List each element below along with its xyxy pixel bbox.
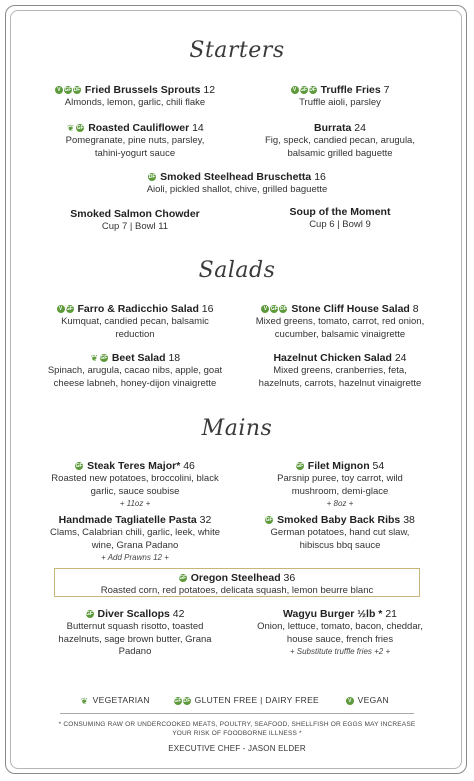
gluten-free-icon: GF: [179, 575, 187, 582]
item-note: + 11oz +: [119, 499, 151, 509]
menu-item-featured: [54, 571, 420, 598]
dairy-free-icon: DF: [280, 306, 287, 313]
item-price: 12: [203, 84, 216, 96]
legend-label: VEGETARIAN: [92, 695, 150, 705]
executive-chef: EXECUTIVE CHEF - JASON ELDER: [168, 744, 306, 753]
item-description: Roasted corn, red potatoes, delicata squash, lemon beurre blanc: [100, 585, 374, 597]
gluten-free-icon: GF: [86, 611, 93, 618]
item-description: house sauce, french fries: [286, 633, 394, 645]
diet-icons: [148, 170, 157, 184]
gluten-free-icon: GF: [100, 355, 108, 362]
item-name: Farro & Radicchio Salad: [77, 303, 199, 315]
menu-item: [245, 459, 435, 509]
item-name: Beet Salad: [111, 352, 166, 364]
menu-item: [40, 459, 230, 509]
item-description: Fig, speck, candied pecan, arugula,: [265, 135, 415, 146]
item-name: Stone Cliff House Salad: [291, 303, 410, 315]
item-description: Pomegranate, pine nuts, parsley,: [65, 135, 205, 147]
section-title-mains: Mains: [201, 416, 273, 441]
disclaimer: [40, 720, 434, 738]
item-description: cheese labneh, honey-dijon vinaigrette: [53, 377, 217, 389]
item-name: Steak Teres Major*: [87, 460, 181, 472]
item-price: 24: [394, 352, 407, 364]
item-name: Wagyu Burger ½lb *: [283, 608, 383, 620]
menu-item: [40, 83, 230, 110]
item-price: 7: [383, 84, 390, 96]
divider: [60, 713, 414, 714]
menu-item: [40, 302, 230, 341]
item-name: Fried Brussels Sprouts: [84, 84, 201, 96]
item-price: 18: [168, 352, 181, 364]
menu-item: [40, 351, 230, 390]
menu-item: [245, 121, 435, 160]
menu-item: [40, 121, 230, 160]
dairy-free-icon: DF: [148, 174, 156, 181]
gluten-free-icon: GF: [75, 463, 83, 470]
item-note: + 8oz +: [326, 499, 354, 509]
diet-icons: [55, 83, 82, 97]
diet-icons: [261, 302, 288, 316]
item-description: reduction: [115, 328, 155, 340]
item-description: Roasted new potatoes, broccolini, black: [51, 473, 219, 485]
item-note: + Add Prawns 12 +: [101, 553, 169, 562]
vegan-icon: V: [261, 305, 269, 313]
item-description: Mixed greens, tomato, carrot, red onion,: [255, 316, 425, 328]
menu-item: [245, 83, 435, 110]
item-description: Cup 7 | Bowl 11: [101, 221, 169, 232]
item-description: hazelnuts, carrots, hazelnut vinaigrette: [258, 377, 422, 389]
item-name: Burrata: [314, 122, 352, 134]
item-description: Aioli, pickled shallot, chive, grilled baguette: [146, 184, 328, 196]
diet-icons: [86, 607, 95, 621]
item-description: Spinach, arugula, cacao nibs, apple, goat: [47, 365, 223, 377]
item-name: Diver Scallops: [97, 608, 170, 620]
diet-icons: [75, 459, 84, 473]
diet-icons: [179, 571, 188, 585]
item-description: mushroom, demi-glace: [291, 485, 389, 497]
item-description: Almonds, lemon, garlic, chili flake: [64, 97, 206, 109]
item-price: 36: [283, 572, 296, 584]
menu-item: [245, 351, 435, 390]
item-price: 38: [403, 514, 415, 526]
item-price: 14: [192, 122, 204, 134]
item-price: 21: [385, 608, 397, 620]
item-price: 46: [183, 460, 195, 472]
diet-icons: [291, 83, 318, 97]
menu-item: [245, 302, 435, 341]
item-description: hibiscus bbq sauce: [299, 539, 381, 551]
legend-label: GLUTEN FREE | DAIRY FREE: [194, 695, 320, 705]
diet-icons: [57, 302, 75, 316]
menu-item: [100, 170, 374, 197]
item-name: Hazelnut Chicken Salad: [273, 352, 392, 364]
item-description: Truffle aioli, parsley: [299, 97, 381, 109]
dairy-free-icon: DF: [73, 87, 81, 94]
item-note: + Substitute truffle fries +2 +: [289, 647, 391, 656]
vegetarian-icon: ❦: [90, 353, 99, 364]
item-name: Filet Mignon: [307, 460, 370, 472]
vegan-icon: V: [55, 86, 63, 94]
item-price: 32: [199, 514, 212, 526]
vegan-icon: V: [291, 86, 299, 94]
gluten-free-icon: GF: [66, 306, 73, 313]
gluten-free-icon: GF: [300, 87, 308, 94]
gluten-free-icon: GF: [270, 306, 278, 313]
item-name: Handmade Tagliatelle Pasta: [58, 514, 197, 526]
item-description: Butternut squash risotto, toasted: [66, 621, 204, 633]
menu-item: [245, 513, 435, 552]
item-description: German potatoes, hand cut slaw,: [270, 527, 410, 539]
menu-item: [40, 607, 230, 659]
item-name: Smoked Salmon Chowder: [70, 208, 200, 220]
gluten-free-icon: GF: [76, 125, 84, 132]
diet-icons: [66, 121, 85, 135]
item-description: cucumber, balsamic vinaigrette: [274, 328, 406, 340]
item-description: Cup 6 | Bowl 9: [309, 219, 371, 230]
item-name: Soup of the Moment: [289, 206, 391, 218]
item-name: Smoked Baby Back Ribs: [277, 514, 401, 526]
diet-icons: [90, 351, 109, 365]
dairy-free-icon: DF: [309, 87, 316, 94]
item-description: hazelnuts, sage brown butter, Grana: [58, 633, 212, 645]
vegetarian-icon: ❦: [80, 695, 89, 706]
item-price: 54: [372, 460, 385, 472]
item-name: Truffle Fries: [320, 84, 381, 96]
gluten-free-icon: GF: [296, 463, 304, 470]
item-price: 24: [354, 122, 366, 134]
item-name: Smoked Steelhead Bruschetta: [160, 171, 312, 183]
item-description: balsamic grilled baguette: [287, 147, 393, 159]
item-description: tahini-yogurt sauce: [94, 147, 176, 159]
item-description: wine, Grana Padano: [91, 539, 179, 551]
item-description: Mixed greens, cranberries, feta,: [273, 365, 407, 376]
gluten-free-icon: GF: [265, 517, 273, 524]
legend-gluten-dairy: [174, 695, 319, 705]
item-name: Roasted Cauliflower: [88, 122, 190, 134]
gluten-free-icon: GF: [64, 87, 72, 94]
dairy-free-icon: DF: [183, 697, 191, 704]
diet-icons: [265, 513, 274, 527]
gluten-free-icon: GF: [174, 697, 182, 704]
menu-item: [40, 513, 230, 563]
diet-icons: [296, 459, 305, 473]
section-title-starters: Starters: [189, 38, 285, 63]
menu-item: [245, 205, 435, 232]
item-description: Clams, Calabrian chili, garlic, leek, white: [49, 527, 220, 538]
vegan-icon: V: [57, 305, 65, 313]
item-description: Kumquat, candied pecan, balsamic: [61, 316, 209, 328]
disclaimer-line: * CONSUMING RAW OR UNDERCOOKED MEATS, POULTRY, SEAFOOD, SHELLFISH OR EGGS MAY INCREASE: [58, 721, 416, 728]
menu-item: [245, 607, 435, 657]
item-description: Padano: [118, 646, 152, 658]
section-title-salads: Salads: [198, 258, 276, 283]
vegan-icon: V: [346, 697, 354, 705]
item-description: garlic, sauce soubise: [90, 485, 180, 497]
vegetarian-icon: ❦: [66, 123, 75, 134]
legend-label: VEGAN: [357, 695, 389, 705]
item-price: 8: [412, 303, 419, 315]
item-description: Onion, lettuce, tomato, bacon, cheddar,: [257, 621, 423, 632]
item-name: Oregon Steelhead: [190, 572, 281, 584]
item-price: 42: [172, 608, 185, 620]
item-description: Parsnip puree, toy carrot, wild: [277, 473, 403, 485]
item-price: 16: [201, 303, 214, 315]
disclaimer-line: YOUR RISK OF FOODBORNE ILLNESS *: [172, 730, 302, 737]
item-price: 16: [314, 171, 326, 183]
legend-vegan: [346, 695, 389, 705]
menu-item: [40, 207, 230, 234]
legend-vegetarian: [80, 695, 150, 705]
